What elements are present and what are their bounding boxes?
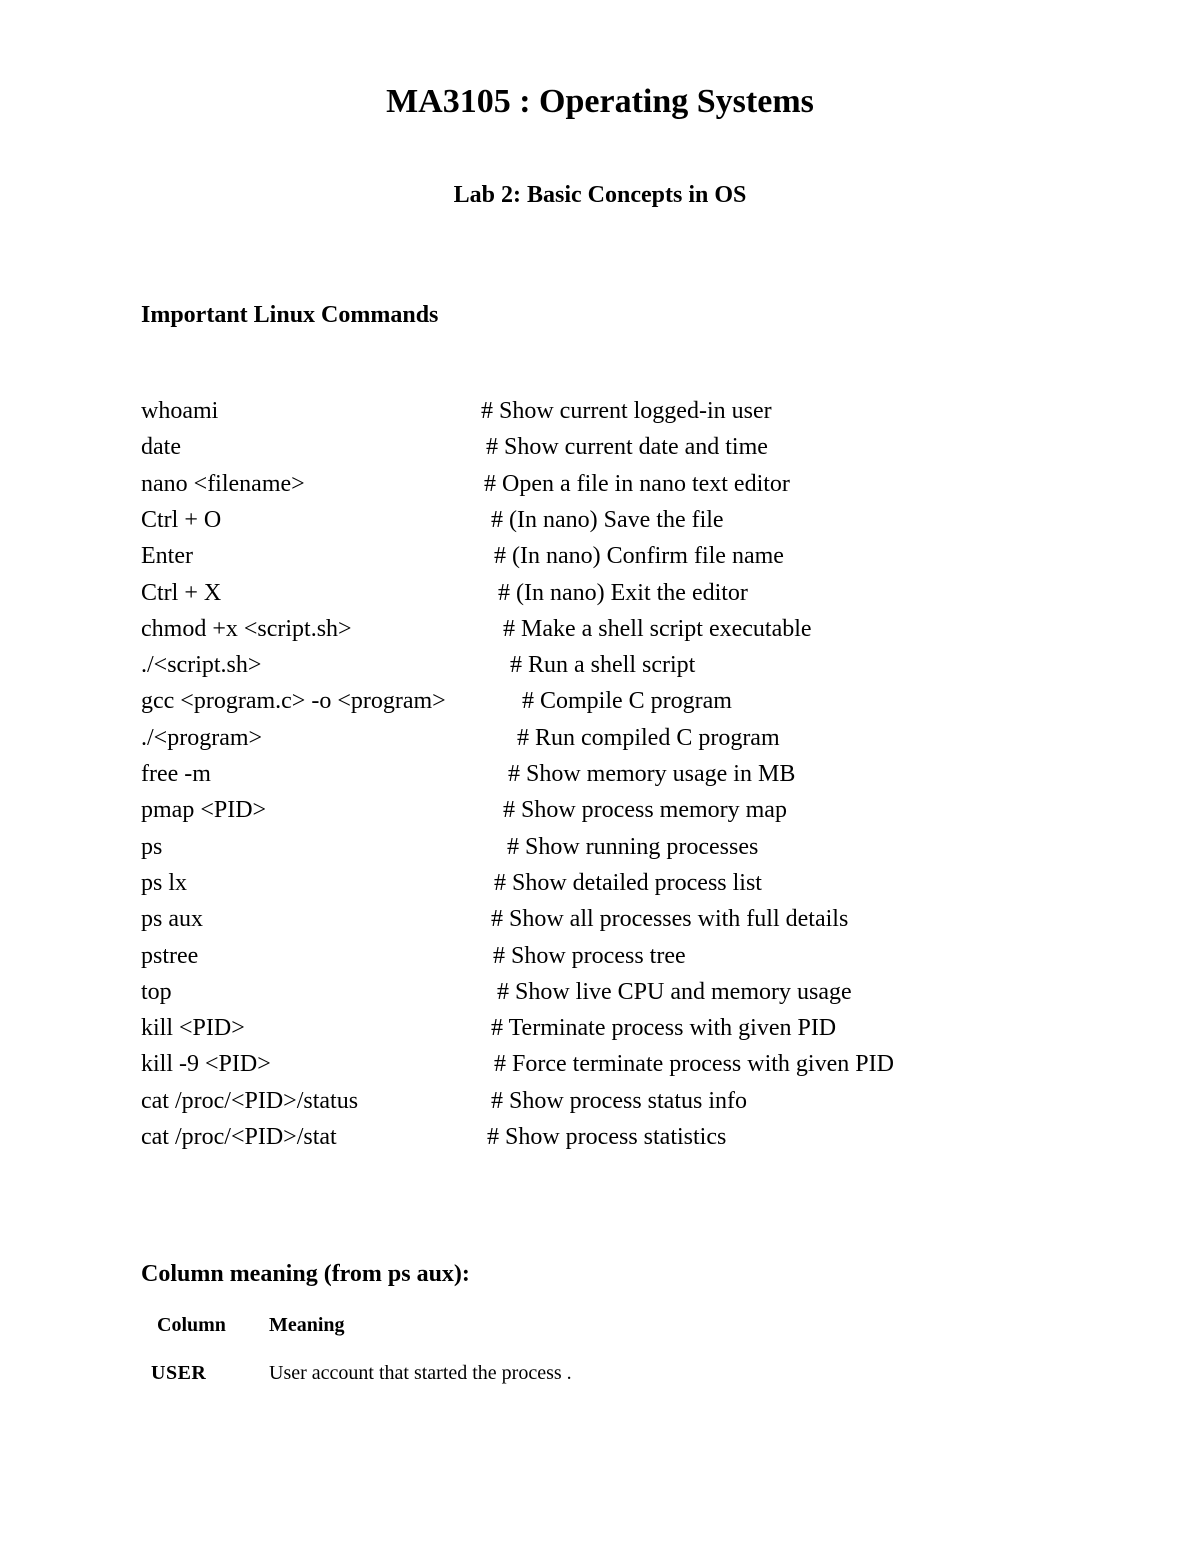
command-row bbox=[0, 723, 1200, 759]
command-text: ./<program> bbox=[141, 724, 263, 751]
command-row bbox=[0, 1122, 1200, 1158]
command-row bbox=[0, 868, 1200, 904]
command-text: nano <filename> bbox=[141, 470, 305, 497]
command-row bbox=[0, 396, 1200, 432]
lab-subtitle: Lab 2: Basic Concepts in OS bbox=[453, 182, 747, 208]
command-text: ps bbox=[141, 833, 163, 860]
command-row bbox=[0, 1086, 1200, 1122]
command-row bbox=[0, 795, 1200, 831]
command-text: whoami bbox=[141, 398, 219, 424]
command-text: Enter bbox=[141, 543, 193, 570]
command-description: # Terminate process with given PID bbox=[491, 1015, 837, 1042]
command-description: # Show all processes with full details bbox=[491, 906, 849, 933]
command-row bbox=[0, 650, 1200, 686]
command-row bbox=[0, 469, 1200, 505]
column-meaning-table bbox=[145, 1312, 572, 1390]
column-header-meaning: Meaning bbox=[269, 1314, 345, 1336]
command-row bbox=[0, 578, 1200, 614]
command-text: ./<script.sh> bbox=[141, 652, 262, 679]
table-header-row bbox=[145, 1312, 572, 1360]
command-text: cat /proc/<PID>/status bbox=[141, 1087, 359, 1114]
command-description: # Show process status info bbox=[491, 1087, 747, 1114]
command-description: # Show process tree bbox=[493, 942, 686, 969]
command-text: cat /proc/<PID>/stat bbox=[141, 1124, 337, 1150]
command-text: pstree bbox=[141, 942, 199, 969]
command-description: # Show running processes bbox=[507, 833, 759, 860]
command-description: # Show process statistics bbox=[487, 1124, 727, 1150]
command-description: # Show current date and time bbox=[486, 434, 768, 461]
command-row bbox=[0, 977, 1200, 1013]
command-text: top bbox=[141, 978, 172, 1005]
document-title: MA3105 : Operating Systems bbox=[386, 83, 814, 120]
command-row bbox=[0, 941, 1200, 977]
table-cell-meaning: User account that started the process . bbox=[269, 1362, 572, 1384]
column-header-column: Column bbox=[157, 1314, 226, 1336]
command-text: date bbox=[141, 434, 181, 461]
command-description: # Show detailed process list bbox=[494, 869, 762, 896]
command-description: # Show live CPU and memory usage bbox=[497, 978, 852, 1005]
command-description: # Show memory usage in MB bbox=[508, 761, 796, 787]
command-row bbox=[0, 432, 1200, 468]
command-description: # Compile C program bbox=[522, 688, 732, 715]
command-description: # Open a file in nano text editor bbox=[484, 470, 790, 497]
command-description: # (In nano) Save the file bbox=[491, 506, 724, 533]
command-text: kill -9 <PID> bbox=[141, 1051, 271, 1078]
command-row bbox=[0, 1049, 1200, 1085]
command-text: free -m bbox=[141, 761, 211, 787]
command-row bbox=[0, 1013, 1200, 1049]
command-description: # Run a shell script bbox=[510, 652, 696, 679]
command-description: # Make a shell script executable bbox=[503, 615, 812, 642]
command-row bbox=[0, 541, 1200, 577]
command-row bbox=[0, 686, 1200, 722]
command-row bbox=[0, 505, 1200, 541]
command-description: # (In nano) Confirm file name bbox=[494, 543, 784, 570]
command-row bbox=[0, 759, 1200, 795]
command-text: Ctrl + X bbox=[141, 579, 222, 606]
command-text: ps lx bbox=[141, 869, 188, 896]
table-row bbox=[145, 1360, 572, 1390]
command-row bbox=[0, 904, 1200, 940]
command-text: gcc <program.c> -o <program> bbox=[141, 688, 446, 715]
command-description: # Force terminate process with given PID bbox=[494, 1051, 894, 1078]
command-text: chmod +x <script.sh> bbox=[141, 615, 352, 642]
command-text: Ctrl + O bbox=[141, 506, 222, 533]
table-cell-column: USER bbox=[151, 1362, 207, 1384]
commands-section-heading: Important Linux Commands bbox=[141, 302, 439, 328]
command-text: kill <PID> bbox=[141, 1015, 245, 1042]
command-row bbox=[0, 832, 1200, 868]
command-text: pmap <PID> bbox=[141, 797, 267, 824]
command-description: # Show current logged-in user bbox=[481, 398, 772, 424]
command-text: ps aux bbox=[141, 906, 203, 933]
command-row bbox=[0, 614, 1200, 650]
columns-section-heading: Column meaning (from ps aux): bbox=[141, 1261, 470, 1287]
command-description: # Show process memory map bbox=[503, 797, 787, 824]
command-description: # (In nano) Exit the editor bbox=[498, 579, 748, 606]
command-description: # Run compiled C program bbox=[517, 724, 780, 751]
